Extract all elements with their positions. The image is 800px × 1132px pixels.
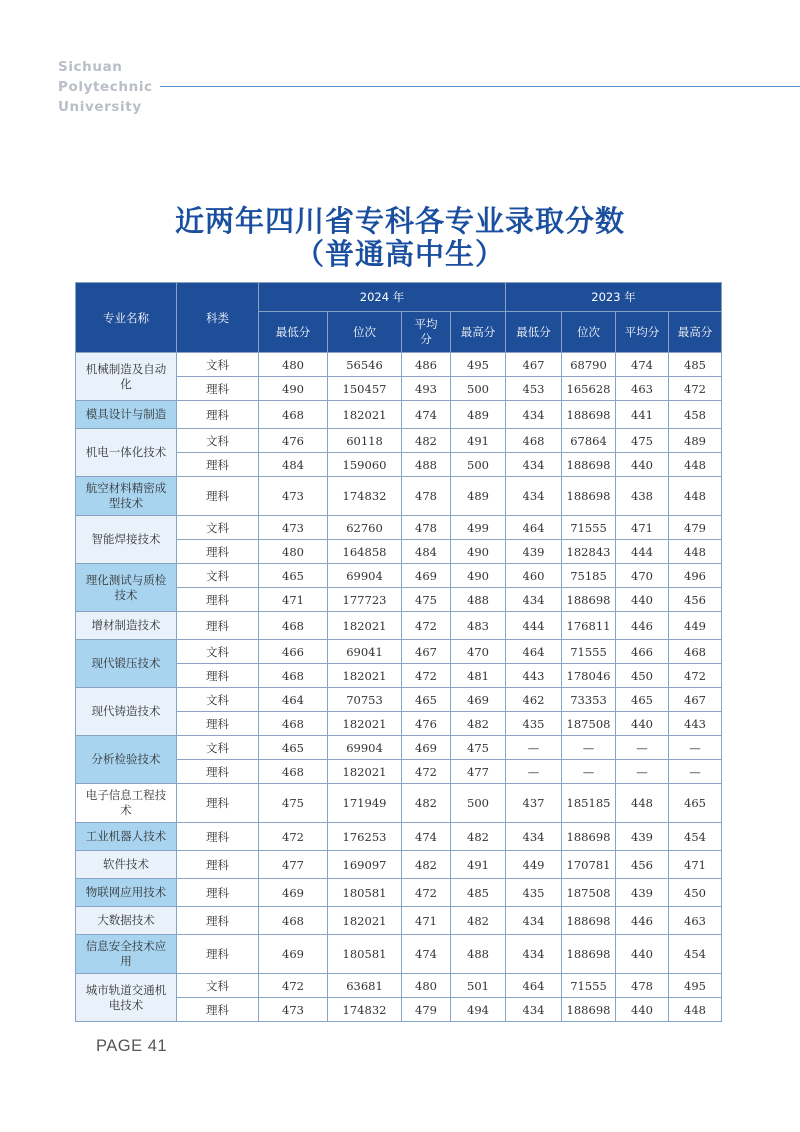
avg-2024-cell: 476: [402, 712, 451, 736]
brand-wordmark: [58, 57, 153, 117]
table-row: [76, 401, 722, 429]
table-row: [76, 353, 722, 377]
rank-2024-cell: 69041: [328, 640, 402, 664]
avg-2023-cell: 438: [616, 477, 669, 516]
max-2023-cell: 448: [669, 477, 722, 516]
subject-type-cell: 理科: [177, 935, 259, 974]
header-year-2023: 2023 年: [506, 283, 722, 312]
major-name-cell: 现代铸造技术: [76, 688, 177, 736]
max-2024-cell: 491: [451, 429, 506, 453]
min-2023-cell: 434: [506, 823, 562, 851]
rank-2024-cell: 174832: [328, 998, 402, 1022]
rank-2023-cell: 178046: [562, 664, 616, 688]
max-2024-cell: 490: [451, 540, 506, 564]
rank-2024-cell: 182021: [328, 907, 402, 935]
min-2024-cell: 468: [259, 907, 328, 935]
table-row: [76, 477, 722, 516]
page-title: 近两年四川省专科各专业录取分数: [174, 204, 625, 238]
min-2023-cell: 434: [506, 935, 562, 974]
avg-2024-cell: 475: [402, 588, 451, 612]
header-rule: [160, 86, 800, 87]
min-2023-cell: 460: [506, 564, 562, 588]
max-2024-cell: 482: [451, 907, 506, 935]
min-2024-cell: 468: [259, 612, 328, 640]
header-year-2024: 2024 年: [259, 283, 506, 312]
major-name-cell: 大数据技术: [76, 907, 177, 935]
rank-2023-cell: 188698: [562, 935, 616, 974]
max-2024-cell: 489: [451, 401, 506, 429]
avg-2023-cell: 450: [616, 664, 669, 688]
min-2023-cell: 443: [506, 664, 562, 688]
subject-type-cell: 理科: [177, 477, 259, 516]
min-2023-cell: 464: [506, 640, 562, 664]
min-2023-cell: 434: [506, 588, 562, 612]
max-2023-cell: 471: [669, 851, 722, 879]
min-2024-cell: 468: [259, 401, 328, 429]
avg-2023-cell: 478: [616, 974, 669, 998]
avg-2024-cell: 482: [402, 784, 451, 823]
subject-type-cell: 理科: [177, 823, 259, 851]
avg-2023-cell: 440: [616, 588, 669, 612]
subject-type-cell: 理科: [177, 453, 259, 477]
min-2023-cell: 449: [506, 851, 562, 879]
avg-2024-cell: 467: [402, 640, 451, 664]
table-row: [76, 688, 722, 712]
max-2024-cell: 488: [451, 588, 506, 612]
header-max-2023: 最高分: [669, 312, 722, 353]
table-row: [76, 974, 722, 998]
table-row: [76, 640, 722, 664]
min-2024-cell: 472: [259, 974, 328, 998]
table-body: [76, 353, 722, 1022]
min-2023-cell: 468: [506, 429, 562, 453]
min-2024-cell: 469: [259, 879, 328, 907]
subject-type-cell: 理科: [177, 851, 259, 879]
min-2024-cell: 466: [259, 640, 328, 664]
header-rank-2023: 位次: [562, 312, 616, 353]
rank-2024-cell: 62760: [328, 516, 402, 540]
avg-2024-cell: 465: [402, 688, 451, 712]
min-2024-cell: 468: [259, 760, 328, 784]
rank-2023-cell: —: [562, 760, 616, 784]
rank-2024-cell: 169097: [328, 851, 402, 879]
avg-2024-cell: 472: [402, 760, 451, 784]
min-2024-cell: 471: [259, 588, 328, 612]
max-2023-cell: 465: [669, 784, 722, 823]
min-2023-cell: 434: [506, 401, 562, 429]
table-row: [76, 612, 722, 640]
subject-type-cell: 理科: [177, 760, 259, 784]
max-2024-cell: 495: [451, 353, 506, 377]
major-name-cell: 机械制造及自动化: [76, 353, 177, 401]
avg-2023-cell: 444: [616, 540, 669, 564]
header-min-2023: 最低分: [506, 312, 562, 353]
avg-2024-cell: 480: [402, 974, 451, 998]
avg-2024-cell: 486: [402, 353, 451, 377]
table-row: [76, 879, 722, 907]
max-2024-cell: 500: [451, 453, 506, 477]
min-2023-cell: 435: [506, 712, 562, 736]
min-2024-cell: 484: [259, 453, 328, 477]
min-2024-cell: 480: [259, 540, 328, 564]
min-2023-cell: 434: [506, 907, 562, 935]
major-name-cell: 软件技术: [76, 851, 177, 879]
min-2024-cell: 464: [259, 688, 328, 712]
min-2024-cell: 476: [259, 429, 328, 453]
major-name-cell: 工业机器人技术: [76, 823, 177, 851]
rank-2023-cell: 182843: [562, 540, 616, 564]
avg-2024-cell: 474: [402, 401, 451, 429]
subject-type-cell: 理科: [177, 664, 259, 688]
major-name-cell: 现代锻压技术: [76, 640, 177, 688]
avg-2024-cell: 482: [402, 851, 451, 879]
min-2024-cell: 468: [259, 664, 328, 688]
major-name-cell: 航空材料精密成型技术: [76, 477, 177, 516]
max-2024-cell: 483: [451, 612, 506, 640]
rank-2023-cell: 188698: [562, 588, 616, 612]
min-2023-cell: 462: [506, 688, 562, 712]
max-2023-cell: 443: [669, 712, 722, 736]
rank-2024-cell: 180581: [328, 879, 402, 907]
max-2023-cell: 454: [669, 823, 722, 851]
brand-line-3: University: [58, 99, 142, 115]
avg-2023-cell: 440: [616, 935, 669, 974]
rank-2024-cell: 69904: [328, 736, 402, 760]
subject-type-cell: 理科: [177, 401, 259, 429]
avg-2023-cell: 441: [616, 401, 669, 429]
min-2024-cell: 475: [259, 784, 328, 823]
min-2023-cell: 444: [506, 612, 562, 640]
avg-2023-cell: 446: [616, 907, 669, 935]
min-2023-cell: 464: [506, 516, 562, 540]
max-2023-cell: 454: [669, 935, 722, 974]
header-major: 专业名称: [76, 283, 177, 353]
min-2023-cell: 434: [506, 998, 562, 1022]
subject-type-cell: 理科: [177, 540, 259, 564]
max-2024-cell: 491: [451, 851, 506, 879]
max-2023-cell: 468: [669, 640, 722, 664]
avg-2024-cell: 471: [402, 907, 451, 935]
avg-2024-cell: 479: [402, 998, 451, 1022]
subject-type-cell: 理科: [177, 588, 259, 612]
brand-line-2: Polytechnic: [58, 79, 153, 95]
max-2024-cell: 482: [451, 712, 506, 736]
max-2024-cell: 501: [451, 974, 506, 998]
max-2023-cell: 467: [669, 688, 722, 712]
avg-2023-cell: 456: [616, 851, 669, 879]
max-2023-cell: 496: [669, 564, 722, 588]
subject-type-cell: 文科: [177, 736, 259, 760]
page-number: PAGE 41: [96, 1037, 168, 1055]
avg-2023-cell: —: [616, 736, 669, 760]
rank-2024-cell: 182021: [328, 401, 402, 429]
min-2023-cell: 453: [506, 377, 562, 401]
page-subtitle: （普通高中生）: [294, 237, 505, 271]
avg-2024-cell: 484: [402, 540, 451, 564]
max-2023-cell: 479: [669, 516, 722, 540]
max-2023-cell: 463: [669, 907, 722, 935]
rank-2024-cell: 159060: [328, 453, 402, 477]
rank-2023-cell: 187508: [562, 712, 616, 736]
admission-scores-table: [75, 282, 722, 1022]
header-avg-2023: 平均分: [616, 312, 669, 353]
avg-2023-cell: 466: [616, 640, 669, 664]
rank-2024-cell: 63681: [328, 974, 402, 998]
max-2024-cell: 488: [451, 935, 506, 974]
min-2024-cell: 480: [259, 353, 328, 377]
rank-2024-cell: 60118: [328, 429, 402, 453]
major-name-cell: 机电一体化技术: [76, 429, 177, 477]
min-2023-cell: 434: [506, 453, 562, 477]
rank-2024-cell: 182021: [328, 612, 402, 640]
avg-2024-cell: 493: [402, 377, 451, 401]
rank-2023-cell: 188698: [562, 907, 616, 935]
subject-type-cell: 理科: [177, 784, 259, 823]
subject-type-cell: 理科: [177, 712, 259, 736]
min-2024-cell: 473: [259, 998, 328, 1022]
min-2023-cell: 434: [506, 477, 562, 516]
max-2023-cell: —: [669, 736, 722, 760]
subject-type-cell: 文科: [177, 564, 259, 588]
table-row: [76, 736, 722, 760]
major-name-cell: 城市轨道交通机电技术: [76, 974, 177, 1022]
rank-2024-cell: 177723: [328, 588, 402, 612]
table-row: [76, 784, 722, 823]
avg-2023-cell: 465: [616, 688, 669, 712]
avg-2023-cell: 470: [616, 564, 669, 588]
table-row: [76, 907, 722, 935]
avg-2023-cell: 448: [616, 784, 669, 823]
table-row: [76, 823, 722, 851]
max-2023-cell: 456: [669, 588, 722, 612]
major-name-cell: 理化测试与质检技术: [76, 564, 177, 612]
rank-2023-cell: 170781: [562, 851, 616, 879]
avg-2023-cell: 446: [616, 612, 669, 640]
subject-type-cell: 理科: [177, 612, 259, 640]
max-2024-cell: 489: [451, 477, 506, 516]
subject-type-cell: 理科: [177, 907, 259, 935]
rank-2024-cell: 70753: [328, 688, 402, 712]
subject-type-cell: 文科: [177, 974, 259, 998]
avg-2023-cell: —: [616, 760, 669, 784]
avg-2023-cell: 439: [616, 879, 669, 907]
rank-2024-cell: 69904: [328, 564, 402, 588]
avg-2024-cell: 472: [402, 879, 451, 907]
table-row: [76, 516, 722, 540]
rank-2023-cell: 67864: [562, 429, 616, 453]
max-2024-cell: 482: [451, 823, 506, 851]
subject-type-cell: 文科: [177, 640, 259, 664]
min-2024-cell: 468: [259, 712, 328, 736]
rank-2023-cell: 188698: [562, 998, 616, 1022]
avg-2024-cell: 488: [402, 453, 451, 477]
max-2023-cell: 450: [669, 879, 722, 907]
major-name-cell: 模具设计与制造: [76, 401, 177, 429]
rank-2024-cell: 56546: [328, 353, 402, 377]
avg-2023-cell: 474: [616, 353, 669, 377]
min-2023-cell: 439: [506, 540, 562, 564]
header-max-2024: 最高分: [451, 312, 506, 353]
min-2024-cell: 490: [259, 377, 328, 401]
rank-2023-cell: —: [562, 736, 616, 760]
header-rank-2024: 位次: [328, 312, 402, 353]
max-2023-cell: 448: [669, 540, 722, 564]
major-name-cell: 分析检验技术: [76, 736, 177, 784]
max-2023-cell: 449: [669, 612, 722, 640]
rank-2024-cell: 182021: [328, 712, 402, 736]
rank-2023-cell: 68790: [562, 353, 616, 377]
brand-line-1: Sichuan: [58, 59, 123, 75]
subject-type-cell: 文科: [177, 516, 259, 540]
min-2023-cell: 435: [506, 879, 562, 907]
table-row: [76, 935, 722, 974]
major-name-cell: 增材制造技术: [76, 612, 177, 640]
rank-2023-cell: 188698: [562, 453, 616, 477]
avg-2024-cell: 482: [402, 429, 451, 453]
avg-2024-cell: 478: [402, 477, 451, 516]
rank-2024-cell: 164858: [328, 540, 402, 564]
subject-type-cell: 理科: [177, 879, 259, 907]
rank-2024-cell: 171949: [328, 784, 402, 823]
max-2024-cell: 490: [451, 564, 506, 588]
max-2023-cell: 448: [669, 998, 722, 1022]
table-row: [76, 564, 722, 588]
subject-type-cell: 文科: [177, 429, 259, 453]
rank-2024-cell: 174832: [328, 477, 402, 516]
rank-2024-cell: 182021: [328, 664, 402, 688]
max-2024-cell: 500: [451, 377, 506, 401]
major-name-cell: 智能焊接技术: [76, 516, 177, 564]
rank-2024-cell: 150457: [328, 377, 402, 401]
min-2024-cell: 465: [259, 564, 328, 588]
rank-2023-cell: 71555: [562, 640, 616, 664]
rank-2023-cell: 187508: [562, 879, 616, 907]
major-name-cell: 电子信息工程技术: [76, 784, 177, 823]
max-2024-cell: 477: [451, 760, 506, 784]
rank-2023-cell: 73353: [562, 688, 616, 712]
avg-2024-cell: 472: [402, 612, 451, 640]
avg-2024-cell: 478: [402, 516, 451, 540]
major-name-cell: 物联网应用技术: [76, 879, 177, 907]
max-2024-cell: 494: [451, 998, 506, 1022]
rank-2023-cell: 185185: [562, 784, 616, 823]
avg-2023-cell: 440: [616, 712, 669, 736]
max-2023-cell: —: [669, 760, 722, 784]
rank-2023-cell: 165628: [562, 377, 616, 401]
table-row: [76, 429, 722, 453]
subject-type-cell: 理科: [177, 377, 259, 401]
rank-2023-cell: 71555: [562, 516, 616, 540]
max-2023-cell: 485: [669, 353, 722, 377]
rank-2023-cell: 188698: [562, 823, 616, 851]
avg-2023-cell: 440: [616, 998, 669, 1022]
rank-2023-cell: 71555: [562, 974, 616, 998]
rank-2024-cell: 176253: [328, 823, 402, 851]
avg-2024-cell: 469: [402, 564, 451, 588]
min-2024-cell: 465: [259, 736, 328, 760]
min-2023-cell: —: [506, 760, 562, 784]
avg-2024-cell: 472: [402, 664, 451, 688]
min-2023-cell: —: [506, 736, 562, 760]
max-2024-cell: 499: [451, 516, 506, 540]
max-2023-cell: 495: [669, 974, 722, 998]
min-2024-cell: 472: [259, 823, 328, 851]
subject-type-cell: 文科: [177, 688, 259, 712]
avg-2023-cell: 463: [616, 377, 669, 401]
max-2023-cell: 448: [669, 453, 722, 477]
max-2024-cell: 481: [451, 664, 506, 688]
avg-2024-cell: 474: [402, 935, 451, 974]
avg-2024-cell: 469: [402, 736, 451, 760]
rank-2023-cell: 75185: [562, 564, 616, 588]
max-2024-cell: 469: [451, 688, 506, 712]
max-2023-cell: 489: [669, 429, 722, 453]
avg-2023-cell: 439: [616, 823, 669, 851]
min-2023-cell: 464: [506, 974, 562, 998]
avg-2023-cell: 440: [616, 453, 669, 477]
avg-2023-cell: 475: [616, 429, 669, 453]
header-type: 科类: [177, 283, 259, 353]
rank-2023-cell: 176811: [562, 612, 616, 640]
min-2023-cell: 437: [506, 784, 562, 823]
max-2023-cell: 458: [669, 401, 722, 429]
min-2023-cell: 467: [506, 353, 562, 377]
rank-2024-cell: 182021: [328, 760, 402, 784]
min-2024-cell: 469: [259, 935, 328, 974]
max-2024-cell: 475: [451, 736, 506, 760]
rank-2023-cell: 188698: [562, 477, 616, 516]
avg-2024-cell: 474: [402, 823, 451, 851]
rank-2023-cell: 188698: [562, 401, 616, 429]
rank-2024-cell: 180581: [328, 935, 402, 974]
max-2023-cell: 472: [669, 377, 722, 401]
max-2024-cell: 500: [451, 784, 506, 823]
table-row: [76, 851, 722, 879]
subject-type-cell: 文科: [177, 353, 259, 377]
avg-2023-cell: 471: [616, 516, 669, 540]
max-2024-cell: 485: [451, 879, 506, 907]
header-min-2024: 最低分: [259, 312, 328, 353]
min-2024-cell: 477: [259, 851, 328, 879]
subject-type-cell: 理科: [177, 998, 259, 1022]
max-2023-cell: 472: [669, 664, 722, 688]
min-2024-cell: 473: [259, 516, 328, 540]
header-avg-2024: 平均 分: [402, 312, 451, 353]
major-name-cell: 信息安全技术应用: [76, 935, 177, 974]
min-2024-cell: 473: [259, 477, 328, 516]
max-2024-cell: 470: [451, 640, 506, 664]
